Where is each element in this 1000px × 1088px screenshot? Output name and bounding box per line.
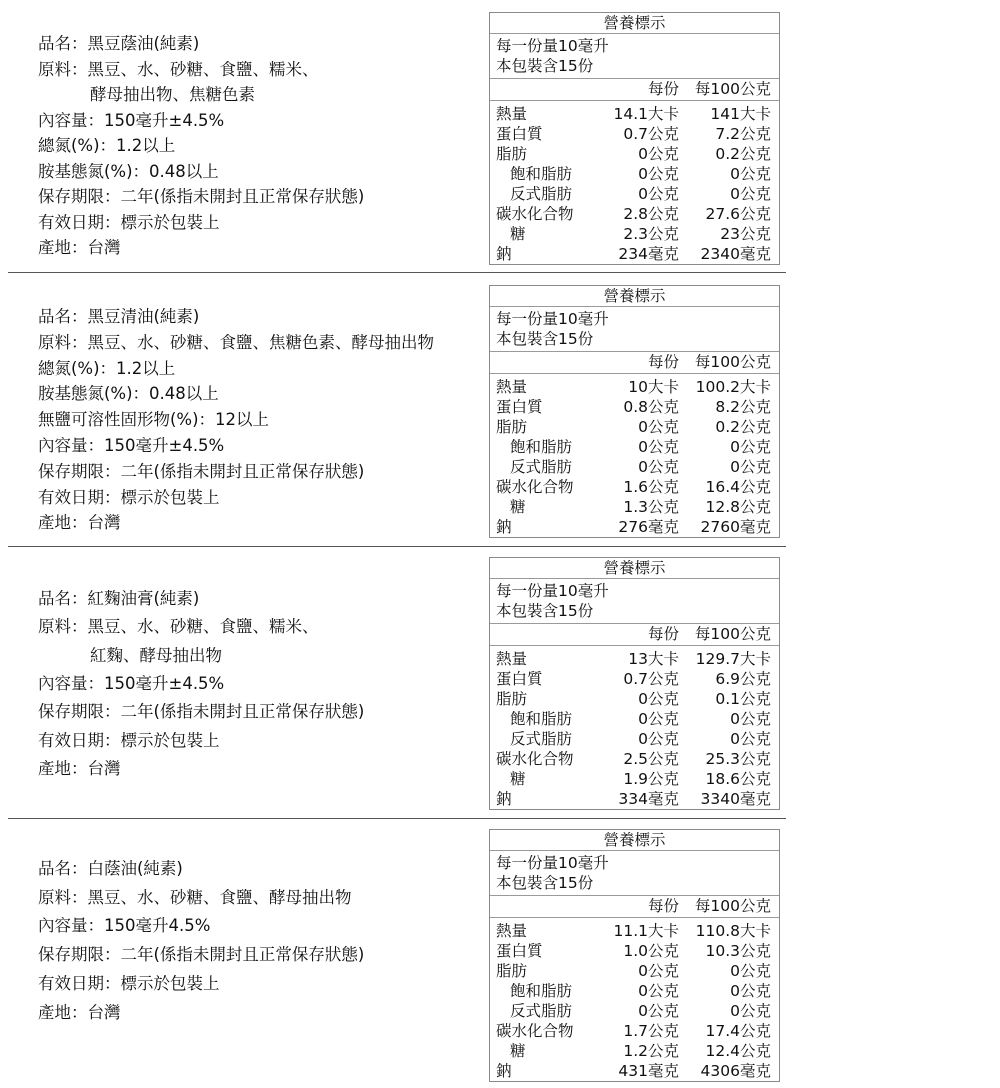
column-per-serving: 每份 xyxy=(647,625,679,643)
nutrition-row xyxy=(490,689,779,709)
nutrition-header-row xyxy=(490,623,779,646)
nutrient-per-serving: 0.8公克 xyxy=(623,398,679,416)
product-info-line: 內容量：150毫升4.5% xyxy=(38,916,211,936)
nutrient-per-serving: 1.6公克 xyxy=(623,478,679,496)
nutrient-name: 反式脂肪 xyxy=(510,185,573,203)
nutrient-per-100g: 4306毫克 xyxy=(700,1062,771,1080)
nutrient-per-100g: 141大卡 xyxy=(710,105,771,123)
product-info-line: 酵母抽出物、焦糖色素 xyxy=(90,85,255,104)
nutrition-row xyxy=(490,981,779,1001)
nutrition-row xyxy=(490,517,779,537)
nutrient-per-serving: 11.1大卡 xyxy=(613,922,679,940)
nutrient-name: 糖 xyxy=(510,498,526,516)
nutrient-name: 脂肪 xyxy=(496,418,528,436)
nutrient-name: 熱量 xyxy=(496,378,528,396)
product-info-line: 保存期限：二年(係指未開封且正常保存狀態) xyxy=(38,461,365,481)
nutrition-row xyxy=(490,184,779,204)
section-divider xyxy=(8,272,786,273)
nutrient-per-100g: 0公克 xyxy=(730,165,771,183)
nutrient-per-100g: 27.6公克 xyxy=(705,205,771,223)
nutrient-name: 碳水化合物 xyxy=(496,478,574,496)
product-info-line: 原料：黑豆、水、砂糖、食鹽、糯米、 xyxy=(38,59,319,79)
nutrient-name: 熱量 xyxy=(496,922,528,940)
nutrition-row xyxy=(490,921,779,941)
serving-size: 每一份量10毫升 xyxy=(496,582,609,600)
nutrition-row xyxy=(490,497,779,517)
nutrient-per-serving: 0公克 xyxy=(638,185,679,203)
nutrient-name: 碳水化合物 xyxy=(496,750,574,768)
nutrient-per-100g: 12.4公克 xyxy=(705,1042,771,1060)
nutrient-name: 糖 xyxy=(510,1042,526,1060)
nutrition-row xyxy=(490,1041,779,1061)
nutrition-title: 營養標示 xyxy=(490,13,779,34)
nutrient-per-100g: 18.6公克 xyxy=(705,770,771,788)
product-info-line: 原料：黑豆、水、砂糖、食鹽、糯米、 xyxy=(38,617,319,637)
nutrient-name: 反式脂肪 xyxy=(510,730,573,748)
product-info-line: 保存期限：二年(係指未開封且正常保存狀態) xyxy=(38,702,365,722)
servings-per-package: 本包裝含15份 xyxy=(496,330,594,348)
nutrient-per-100g: 0公克 xyxy=(730,458,771,476)
nutrient-name: 熱量 xyxy=(496,105,528,123)
nutrient-per-serving: 13大卡 xyxy=(628,650,679,668)
product-info-line: 胺基態氮(%)：0.48以上 xyxy=(38,384,219,404)
servings-per-package: 本包裝含15份 xyxy=(496,874,594,892)
product-info-line: 原料：黑豆、水、砂糖、食鹽、焦糖色素、酵母抽出物 xyxy=(38,332,434,352)
nutrient-per-serving: 0.7公克 xyxy=(623,125,679,143)
nutrient-per-100g: 0公克 xyxy=(730,710,771,728)
nutrition-title: 營養標示 xyxy=(490,286,779,307)
nutrition-row xyxy=(490,437,779,457)
column-per-100g: 每100公克 xyxy=(694,625,771,643)
nutrient-per-100g: 7.2公克 xyxy=(715,125,771,143)
nutrition-title: 營養標示 xyxy=(490,830,779,851)
nutrient-name: 飽和脂肪 xyxy=(510,438,573,456)
nutrient-name: 飽和脂肪 xyxy=(510,165,573,183)
nutrient-per-100g: 0.1公克 xyxy=(715,690,771,708)
nutrition-row xyxy=(490,941,779,961)
product-info-line: 原料：黑豆、水、砂糖、食鹽、酵母抽出物 xyxy=(38,887,352,907)
nutrient-name: 鈉 xyxy=(496,245,512,263)
nutrition-row xyxy=(490,961,779,981)
nutrient-name: 蛋白質 xyxy=(496,942,543,960)
nutrient-per-serving: 1.9公克 xyxy=(623,770,679,788)
nutrition-row xyxy=(490,224,779,244)
nutrient-per-100g: 110.8大卡 xyxy=(695,922,771,940)
nutrient-per-100g: 8.2公克 xyxy=(715,398,771,416)
nutrition-row xyxy=(490,749,779,769)
nutrient-per-serving: 2.8公克 xyxy=(623,205,679,223)
column-per-100g: 每100公克 xyxy=(694,353,771,371)
nutrition-row xyxy=(490,417,779,437)
nutrient-name: 糖 xyxy=(510,770,526,788)
nutrition-row xyxy=(490,164,779,184)
nutrient-per-serving: 334毫克 xyxy=(618,790,679,808)
column-per-serving: 每份 xyxy=(647,80,679,98)
nutrient-per-serving: 0公克 xyxy=(638,418,679,436)
nutrient-name: 糖 xyxy=(510,225,526,243)
nutrition-row xyxy=(490,124,779,144)
nutrition-row xyxy=(490,204,779,224)
nutrition-row xyxy=(490,104,779,124)
nutrient-per-100g: 0公克 xyxy=(730,185,771,203)
nutrient-per-serving: 1.0公克 xyxy=(623,942,679,960)
product-info-line: 有效日期：標示於包裝上 xyxy=(38,973,220,993)
nutrient-per-100g: 3340毫克 xyxy=(700,790,771,808)
nutrient-per-serving: 0公克 xyxy=(638,710,679,728)
servings-per-package: 本包裝含15份 xyxy=(496,602,594,620)
nutrient-name: 蛋白質 xyxy=(496,670,543,688)
section-divider xyxy=(8,546,786,547)
column-per-serving: 每份 xyxy=(647,897,679,915)
nutrient-name: 飽和脂肪 xyxy=(510,982,573,1000)
nutrient-per-100g: 0公克 xyxy=(730,730,771,748)
nutrition-row xyxy=(490,457,779,477)
nutrition-row xyxy=(490,144,779,164)
product-info-line: 紅麴、酵母抽出物 xyxy=(90,645,222,665)
nutrient-per-serving: 1.3公克 xyxy=(623,498,679,516)
nutrition-header-row xyxy=(490,78,779,101)
nutrient-per-serving: 1.7公克 xyxy=(623,1022,679,1040)
product-info-line: 有效日期：標示於包裝上 xyxy=(38,730,220,750)
nutrient-per-serving: 0公克 xyxy=(638,1002,679,1020)
nutrition-row xyxy=(490,1001,779,1021)
nutrient-per-100g: 0公克 xyxy=(730,1002,771,1020)
nutrient-per-serving: 1.2公克 xyxy=(623,1042,679,1060)
nutrition-row xyxy=(490,1021,779,1041)
nutrient-name: 脂肪 xyxy=(496,962,528,980)
product-info-line: 保存期限：二年(係指未開封且正常保存狀態) xyxy=(38,945,365,965)
nutrient-per-100g: 23公克 xyxy=(720,225,771,243)
nutrient-name: 蛋白質 xyxy=(496,125,543,143)
nutrient-per-serving: 0公克 xyxy=(638,438,679,456)
nutrient-per-100g: 0.2公克 xyxy=(715,145,771,163)
nutrient-per-serving: 0公克 xyxy=(638,145,679,163)
nutrition-row xyxy=(490,477,779,497)
product-info-line: 內容量：150毫升±4.5% xyxy=(38,110,225,130)
nutrient-per-100g: 129.7大卡 xyxy=(695,650,771,668)
nutrient-per-100g: 16.4公克 xyxy=(705,478,771,496)
nutrition-row xyxy=(490,1061,779,1081)
nutrient-name: 反式脂肪 xyxy=(510,1002,573,1020)
nutrition-row xyxy=(490,769,779,789)
serving-size: 每一份量10毫升 xyxy=(496,310,609,328)
nutrient-per-serving: 2.5公克 xyxy=(623,750,679,768)
nutrient-per-serving: 431毫克 xyxy=(618,1062,679,1080)
nutrient-name: 脂肪 xyxy=(496,690,528,708)
column-per-100g: 每100公克 xyxy=(694,897,771,915)
nutrition-row xyxy=(490,649,779,669)
nutrition-facts-table-3 xyxy=(489,557,780,810)
product-info-line: 有效日期：標示於包裝上 xyxy=(38,212,220,232)
nutrient-per-100g: 0公克 xyxy=(730,438,771,456)
column-per-serving: 每份 xyxy=(647,353,679,371)
nutrient-name: 反式脂肪 xyxy=(510,458,573,476)
nutrient-per-100g: 0公克 xyxy=(730,962,771,980)
nutrient-per-serving: 0公克 xyxy=(638,730,679,748)
product-info-line: 品名：白蔭油(純素) xyxy=(38,859,183,878)
nutrient-name: 脂肪 xyxy=(496,145,528,163)
nutrient-per-100g: 0公克 xyxy=(730,982,771,1000)
nutrition-facts-table-1 xyxy=(489,12,780,265)
product-info-line: 無鹽可溶性固形物(%)：12以上 xyxy=(38,410,270,430)
nutrient-per-100g: 6.9公克 xyxy=(715,670,771,688)
nutrition-row xyxy=(490,244,779,264)
nutrient-per-100g: 2760毫克 xyxy=(700,518,771,536)
nutrient-per-100g: 0.2公克 xyxy=(715,418,771,436)
serving-size: 每一份量10毫升 xyxy=(496,854,609,872)
product-info-line: 保存期限：二年(係指未開封且正常保存狀態) xyxy=(38,187,365,206)
nutrient-per-serving: 2.3公克 xyxy=(623,225,679,243)
nutrition-facts-table-2 xyxy=(489,285,780,538)
servings-per-package: 本包裝含15份 xyxy=(496,57,594,75)
nutrient-per-100g: 12.8公克 xyxy=(705,498,771,516)
product-info-line: 胺基態氮(%)：0.48以上 xyxy=(38,161,219,181)
nutrition-facts-table-4 xyxy=(489,829,780,1082)
product-info-line: 總氮(%)：1.2以上 xyxy=(38,136,176,155)
nutrient-per-serving: 276毫克 xyxy=(618,518,679,536)
nutrient-name: 鈉 xyxy=(496,1062,512,1080)
nutrient-per-100g: 2340毫克 xyxy=(700,245,771,263)
product-info-line: 產地：台灣 xyxy=(38,1002,121,1022)
nutrition-header-row xyxy=(490,895,779,918)
nutrient-per-serving: 0公克 xyxy=(638,458,679,476)
nutrition-row xyxy=(490,669,779,689)
section-divider xyxy=(8,818,786,819)
nutrition-header-row xyxy=(490,351,779,374)
nutrition-row xyxy=(490,709,779,729)
column-per-100g: 每100公克 xyxy=(694,80,771,98)
nutrient-per-100g: 25.3公克 xyxy=(705,750,771,768)
nutrient-per-serving: 0公克 xyxy=(638,690,679,708)
nutrient-per-serving: 0.7公克 xyxy=(623,670,679,688)
serving-size: 每一份量10毫升 xyxy=(496,37,609,55)
product-info-line: 總氮(%)：1.2以上 xyxy=(38,358,176,378)
product-info-line: 產地：台灣 xyxy=(38,238,121,257)
nutrient-name: 蛋白質 xyxy=(496,398,543,416)
product-info-line: 內容量：150毫升±4.5% xyxy=(38,673,225,693)
nutrition-title: 營養標示 xyxy=(490,558,779,579)
product-info-line: 內容量：150毫升±4.5% xyxy=(38,436,225,455)
nutrition-row xyxy=(490,789,779,809)
nutrient-per-100g: 100.2大卡 xyxy=(695,378,771,396)
nutrient-name: 碳水化合物 xyxy=(496,1022,574,1040)
product-info-line: 有效日期：標示於包裝上 xyxy=(38,487,220,507)
nutrient-per-serving: 234毫克 xyxy=(618,245,679,263)
nutrient-per-serving: 14.1大卡 xyxy=(613,105,679,123)
nutrition-row xyxy=(490,377,779,397)
nutrient-name: 鈉 xyxy=(496,518,512,536)
nutrient-per-100g: 10.3公克 xyxy=(705,942,771,960)
nutrient-per-100g: 17.4公克 xyxy=(705,1022,771,1040)
product-info-line: 品名：黑豆清油(純素) xyxy=(38,307,200,326)
product-info-line: 產地：台灣 xyxy=(38,758,121,778)
nutrient-name: 熱量 xyxy=(496,650,528,668)
product-info-line: 品名：黑豆蔭油(純素) xyxy=(38,34,200,53)
nutrient-per-serving: 0公克 xyxy=(638,962,679,980)
nutrition-row xyxy=(490,397,779,417)
nutrient-name: 鈉 xyxy=(496,790,512,808)
nutrient-per-serving: 10大卡 xyxy=(628,378,679,396)
product-info-line: 品名：紅麴油膏(純素) xyxy=(38,589,200,608)
product-info-line: 產地：台灣 xyxy=(38,513,121,533)
nutrient-name: 碳水化合物 xyxy=(496,205,574,223)
nutrition-row xyxy=(490,729,779,749)
nutrient-per-serving: 0公克 xyxy=(638,982,679,1000)
nutrient-name: 飽和脂肪 xyxy=(510,710,573,728)
nutrient-per-serving: 0公克 xyxy=(638,165,679,183)
